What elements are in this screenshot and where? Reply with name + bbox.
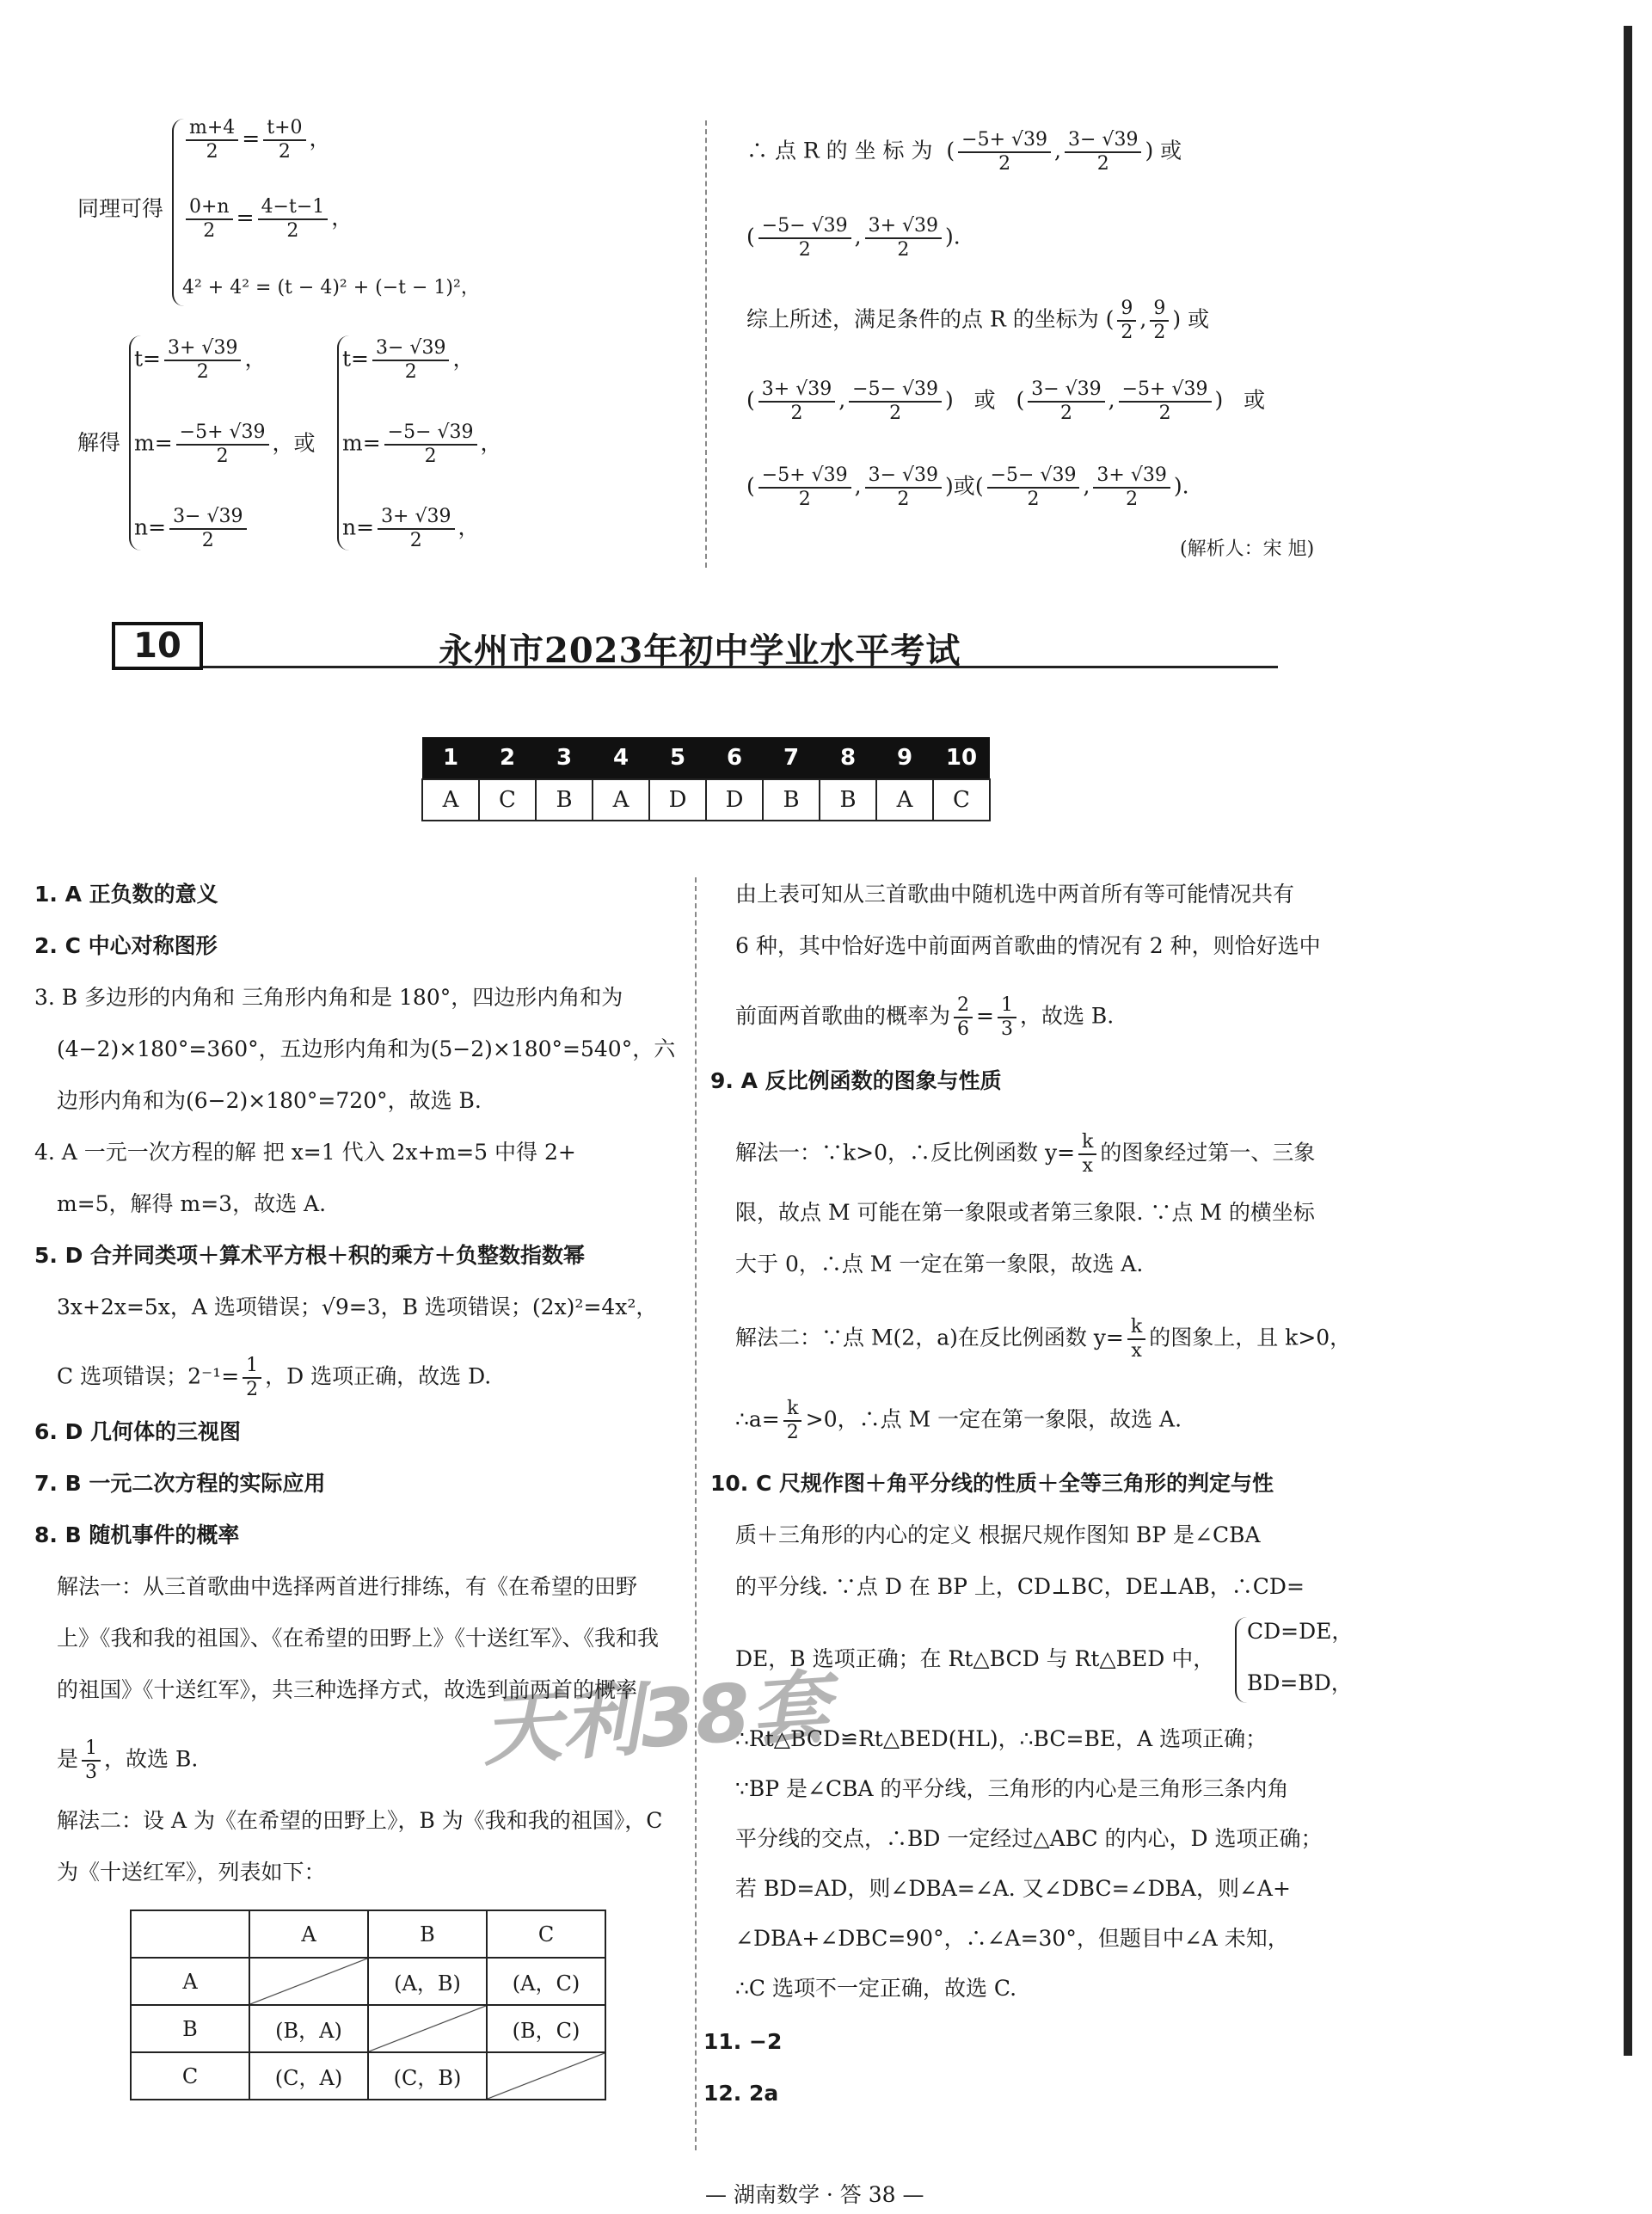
answer-letter: A xyxy=(593,779,649,821)
summary-line-3: ( $\frac{-5+ √39}{2}$ , $\frac{3- √39}{2}$ )或( $\frac{-5- √39}{2}$ , $\frac{3+ √39}{2}$ ). xyxy=(746,464,1189,510)
page-edge-bar xyxy=(1624,26,1632,2056)
table-cell: (A，C) xyxy=(487,1958,605,2005)
answer-2: 2. C 中心对称图形 xyxy=(34,933,218,958)
answer-11: 11. −2 xyxy=(703,2029,783,2054)
answer-5-cont: 3x+2x=5x，A 选项错误；√9=3，B 选项错误；(2x)²=4x²， xyxy=(57,1295,658,1319)
answer-8-method2: 解法二：设 A 为《在希望的田野上》，B 为《我和我的祖国》，C xyxy=(57,1808,663,1833)
answer-10-cont: 质＋三角形的内心的定义 根据尺规作图知 BP 是∠CBA xyxy=(735,1522,1261,1547)
answer-10-cont: 的平分线. ∵点 D 在 BP 上，CD⊥BC，DE⊥AB，∴CD= xyxy=(735,1574,1305,1599)
answer-9: 9. A 反比例函数的图象与性质 xyxy=(710,1068,1002,1093)
answer-10-cont: DE，B 选项正确；在 Rt△BCD 与 Rt△BED 中， xyxy=(735,1646,1215,1671)
answer-10-cont: ∴C 选项不一定正确，故选 C. xyxy=(735,1976,1017,2001)
answer-10-cont: ∵BP 是∠CBA 的平分线，三角形的内心是三角形三条内角 xyxy=(735,1776,1289,1801)
section-title: 永州市2023年初中学业水平考试 xyxy=(439,630,961,671)
equation-3: 4² + 4² = (t − 4)² + (−t − 1)²， xyxy=(182,277,480,298)
answer-8-method2-cont: 为《十送红军》，列表如下： xyxy=(57,1860,326,1885)
table-cell-diagonal xyxy=(487,2052,605,2100)
table-cell: A xyxy=(249,1910,368,1958)
answer-10: 10. C 尺规作图＋角平分线的性质＋全等三角形的判定与性 xyxy=(710,1471,1274,1496)
answer-8-method1: 解法一：从三首歌曲中选择两首进行排练，有《在希望的田野 xyxy=(57,1574,638,1599)
answer-letter: C xyxy=(479,779,536,821)
equation-1: $\frac{m+4}{2}$ = $\frac{t+0}{2}$ ， xyxy=(182,117,331,163)
question-number: 2 xyxy=(479,737,536,779)
summary-line-2: ( $\frac{3+ √39}{2}$ , $\frac{-5- √39}{2}$ ) 或 ( $\frac{3- √39}{2}$ , $\frac{-5+ √39}{2}$ ) 或 xyxy=(746,378,1266,424)
question-number: 10 xyxy=(933,737,990,779)
answer-letter: A xyxy=(422,779,479,821)
answer-1: 1. A 正负数的意义 xyxy=(34,882,218,907)
answer-letter: D xyxy=(706,779,763,821)
congruence-brace xyxy=(1235,1617,1247,1703)
answer-8-conclusion: 由上表可知从三首歌曲中随机选中两首所有等可能情况共有 xyxy=(735,882,1295,907)
congruence-condition-2: BD=BD， xyxy=(1247,1670,1353,1695)
table-cell: (B，C) xyxy=(487,2005,605,2052)
table-cell: B xyxy=(368,1910,487,1958)
table-cell-diagonal xyxy=(249,1958,368,2005)
answer-9-method1-cont: 大于 0，∴点 M 一定在第一象限，故选 A. xyxy=(735,1252,1144,1276)
table-cell-diagonal xyxy=(368,2005,487,2052)
question-number: 6 xyxy=(706,737,763,779)
answer-3-cont: 边形内角和为(6−2)×180°=720°，故选 B. xyxy=(57,1088,482,1113)
answer-12: 12. 2a xyxy=(703,2081,779,2106)
answer-letter: B xyxy=(536,779,593,821)
answer-4: 4. A 一元一次方程的解 把 x=1 代入 2x+m=5 中得 2+ xyxy=(34,1140,576,1165)
table-cell: (B，A) xyxy=(249,2005,368,2052)
answer-8-method1-cont: 上》《我和我的祖国》、《在希望的田野上》《十送红军》、《我和我 xyxy=(57,1626,660,1651)
answer-10-cont: 若 BD=AD，则∠DBA=∠A. 又∠DBC=∠DBA，则∠A+ xyxy=(735,1876,1291,1901)
table-cell: (C，B) xyxy=(368,2052,487,2100)
section-number-badge: 10 xyxy=(112,622,203,670)
answer-letter-row xyxy=(422,779,990,821)
table-cell: (A，B) xyxy=(368,1958,487,2005)
answer-key-table xyxy=(421,737,991,821)
answer-10-cont: ∴Rt△BCD≌Rt△BED(HL)，∴BC=BE，A 选项正确； xyxy=(735,1726,1268,1751)
table-cell: C xyxy=(131,2052,249,2100)
point-r-line-2: ( $\frac{-5- √39}{2}$ , $\frac{3+ √39}{2}$ ). xyxy=(746,215,961,261)
table-row xyxy=(131,1958,605,2005)
solution2-n: n= $\frac{3+ √39}{2}$ ， xyxy=(342,506,480,551)
table-cell: A xyxy=(131,1958,249,2005)
answer-8: 8. B 随机事件的概率 xyxy=(34,1522,240,1547)
answer-9-method1-cont: 限，故点 M 可能在第一象限或者第三象限. ∵点 M 的横坐标 xyxy=(735,1200,1315,1225)
answer-letter: B xyxy=(763,779,820,821)
answer-8-method1-cont: 的祖国》《十送红军》，共三种选择方式，故选到前两首的概率 xyxy=(57,1677,638,1702)
table-cell: C xyxy=(487,1910,605,1958)
answer-10-cont: ∠DBA+∠DBC=90°，∴∠A=30°，但题目中∠A 未知， xyxy=(735,1926,1289,1951)
solution2-m: m= $\frac{-5- √39}{2}$ ， xyxy=(342,421,502,467)
answer-8-method1-cont: 是 $\frac{1}{3}$ ，故选 B. xyxy=(57,1737,199,1783)
answer-4-cont: m=5，解得 m=3，故选 A. xyxy=(57,1191,327,1216)
solution1-m: m= $\frac{-5+ √39}{2}$ ，或 xyxy=(134,421,316,467)
author-credit: (解析人：宋 旭) xyxy=(1180,538,1315,560)
answer-number-row xyxy=(422,737,990,779)
answer-3: 3. B 多边形的内角和 三角形内角和是 180°，四边形内角和为 xyxy=(34,985,623,1010)
answer-6: 6. D 几何体的三视图 xyxy=(34,1419,242,1444)
answer-7: 7. B 一元二次方程的实际应用 xyxy=(34,1471,326,1496)
summary-line: 综上所述，满足条件的点 R 的坐标为 ( $\frac{9}{2}$ , $\frac{9}{2}$ ) 或 xyxy=(746,298,1210,343)
solution1-t: t= $\frac{3+ √39}{2}$ ， xyxy=(134,337,267,383)
question-number: 4 xyxy=(593,737,649,779)
answer-letter: B xyxy=(820,779,876,821)
answer-3-cont: (4−2)×180°=360°，五边形内角和为(5−2)×180°=540°，六 xyxy=(57,1036,676,1061)
question-number: 7 xyxy=(763,737,820,779)
answer-8-conclusion-cont: 前面两首歌曲的概率为 $\frac{2}{6}$ = $\frac{1}{3}$ ，故选 B. xyxy=(735,994,1115,1040)
table-row xyxy=(131,2052,605,2100)
question-number: 3 xyxy=(536,737,593,779)
same-reason-label: 同理可得 xyxy=(77,196,164,221)
column-divider-top xyxy=(705,120,707,568)
question-number: 5 xyxy=(649,737,706,779)
column-divider-bottom xyxy=(695,877,697,2150)
answer-5-cont: C 选项错误；2⁻¹= $\frac{1}{2}$ ，D 选项正确，故选 D. xyxy=(57,1355,492,1400)
answer-5: 5. D 合并同类项＋算术平方根＋积的乘方＋负整数指数幂 xyxy=(34,1243,586,1268)
point-r-line-1: ∴ 点 R 的 坐 标 为 ( $\frac{-5+ √39}{2}$ , $\frac{3- √39}{2}$ ) 或 xyxy=(746,129,1182,175)
answer-10-cont: 平分线的交点，∴BD 一定经过△ABC 的内心，D 选项正确； xyxy=(735,1826,1323,1851)
publisher-watermark: 天利38套 xyxy=(479,1661,832,1777)
answer-9-method2-cont: ∴a= $\frac{k}{2}$ >0，∴点 M 一定在第一象限，故选 A. xyxy=(735,1398,1182,1443)
answer-9-method1: 解法一：∵k>0，∴反比例函数 y= $\frac{k}{x}$ 的图象经过第一、三象 xyxy=(735,1131,1316,1177)
solution1-n: n= $\frac{3- √39}{2}$ xyxy=(134,506,250,552)
answer-letter: A xyxy=(876,779,933,821)
question-number: 8 xyxy=(820,737,876,779)
page-footer: — 湖南数学 · 答 38 — xyxy=(705,2182,924,2207)
question-number: 1 xyxy=(422,737,479,779)
table-row xyxy=(131,2005,605,2052)
solution2-t: t= $\frac{3- √39}{2}$ ， xyxy=(342,337,475,383)
table-row xyxy=(131,1910,605,1958)
answer-letter: C xyxy=(933,779,990,821)
table-cell: B xyxy=(131,2005,249,2052)
question-number: 9 xyxy=(876,737,933,779)
table-cell: (C，A) xyxy=(249,2052,368,2100)
answer-9-method2: 解法二：∵点 M(2，a)在反比例函数 y= $\frac{k}{x}$ 的图象上，且 k>0， xyxy=(735,1316,1352,1362)
answer-letter: D xyxy=(649,779,706,821)
answer-8-conclusion-cont: 6 种，其中恰好选中前面两首歌曲的情况有 2 种，则恰好选中 xyxy=(735,933,1321,958)
congruence-condition-1: CD=DE， xyxy=(1247,1619,1354,1644)
song-pair-table xyxy=(130,1910,606,2100)
solve-label: 解得 xyxy=(77,430,121,455)
equation-2: $\frac{0+n}{2}$ = $\frac{4-t-1}{2}$ ， xyxy=(182,196,353,243)
table-cell xyxy=(131,1910,249,1958)
